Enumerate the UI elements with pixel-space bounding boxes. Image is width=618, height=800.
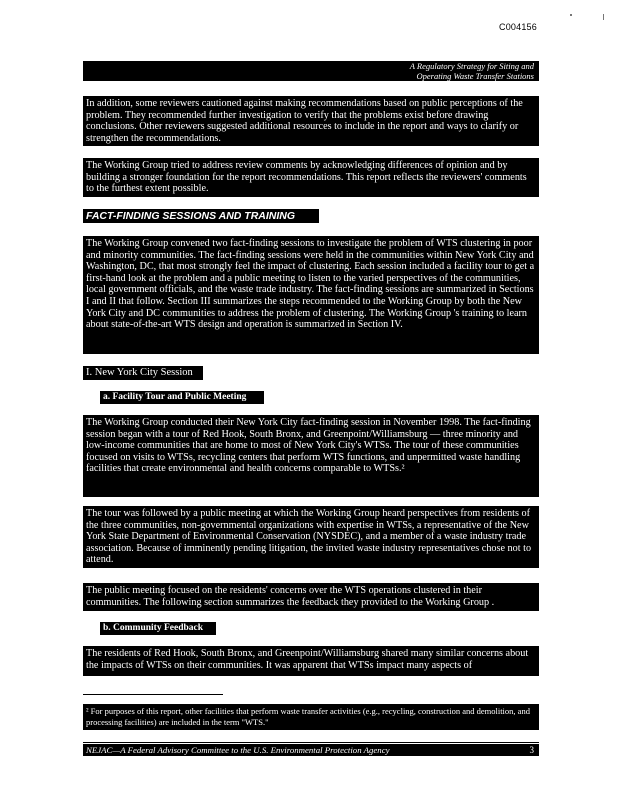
footnote: ² For purposes of this report, other facilities that perform waste transfer activities (e.g., recycling, construction and demolition, and processing facilities) are included in the term "WTS." [83, 704, 539, 730]
footer-rule [83, 742, 539, 743]
paragraph: The Working Group tried to address review comments by acknowledging differences of opinion and by building a stronger foundation for the report recommendations. This report reflects the reviewers' comments to the furthest extent possible. [83, 158, 539, 197]
subsection-heading: I. New York City Session [83, 366, 203, 380]
footer-text: NEJAC—A Federal Advisory Committee to the U.S. Environmental Protection Agency [83, 744, 539, 756]
paragraph: In addition, some reviewers cautioned against making recommendations based on public perceptions of the problem. They recommended further investigation to verify that the problems exist before drawing conclusions. Other reviewers suggested additional resources to include in the report and ways to clarify or strengthen the recommendations. [83, 96, 539, 146]
paragraph: The tour was followed by a public meeting at which the Working Group heard perspectives from residents of the three communities, non-governmental organizations with expertise in WTSs, a representative of the New York State Department of Environmental Conservation (NYSDEC), and a member of a waste industry trade association. Because of imminently pending litigation, the invited waste industry representatives chose not to attend. [83, 506, 539, 568]
subsection-heading: b. Community Feedback [100, 622, 216, 635]
paragraph: The public meeting focused on the residents' concerns over the WTS operations clustered in their communities. The following section summarizes the feedback they provided to the Working Group . [83, 583, 539, 611]
footnote-rule [83, 694, 223, 695]
page-number: 3 [529, 745, 534, 755]
paragraph: The Working Group convened two fact-finding sessions to investigate the problem of WTS clustering in poor and minority communities. The fact-finding sessions were held in the communities within New York City and Washington, DC, that most strongly feel the impact of clustering. Each session included a facility tour to get a first-hand look at the problem and a public meeting to listen to the varied perspectives of the communities, local government officials, and the waste trade industry. The fact-finding sessions are summarized in Sections I and II that follow. Section III summarizes the steps recommended to the Working Group by both the New York City and DC communities to address the problem of clustering. The Working Group 's training to learn about state-of-the-art WTS design and operation is summarized in Section IV. [83, 236, 539, 354]
document-id: C004156 [499, 22, 537, 32]
paragraph: The residents of Red Hook, South Bronx, and Greenpoint/Williamsburg shared many similar concerns about the impacts of WTSs on their communities. It was apparent that WTSs impact many aspects of [83, 646, 539, 676]
scan-mark [570, 14, 572, 16]
paragraph: The Working Group conducted their New York City fact-finding session in November 1998. The fact-finding session began with a tour of Red Hook, South Bronx, and Greenpoint/Williamsburg — three minority and low-income communities that are home to most of New York City's WTSs. The tour of these communities focused on visits to WTSs, recycling centers that perform WTS functions, and unpermitted waste handling facilities that create environmental and health concerns comparable to WTSs.² [83, 415, 539, 497]
running-header-line1: A Regulatory Strategy for Siting and [409, 61, 534, 71]
subsection-heading: a. Facility Tour and Public Meeting [100, 391, 264, 404]
running-header-line2: Operating Waste Transfer Stations [416, 71, 534, 81]
section-heading: FACT-FINDING SESSIONS AND TRAINING [83, 209, 319, 223]
scan-mark [603, 14, 604, 20]
